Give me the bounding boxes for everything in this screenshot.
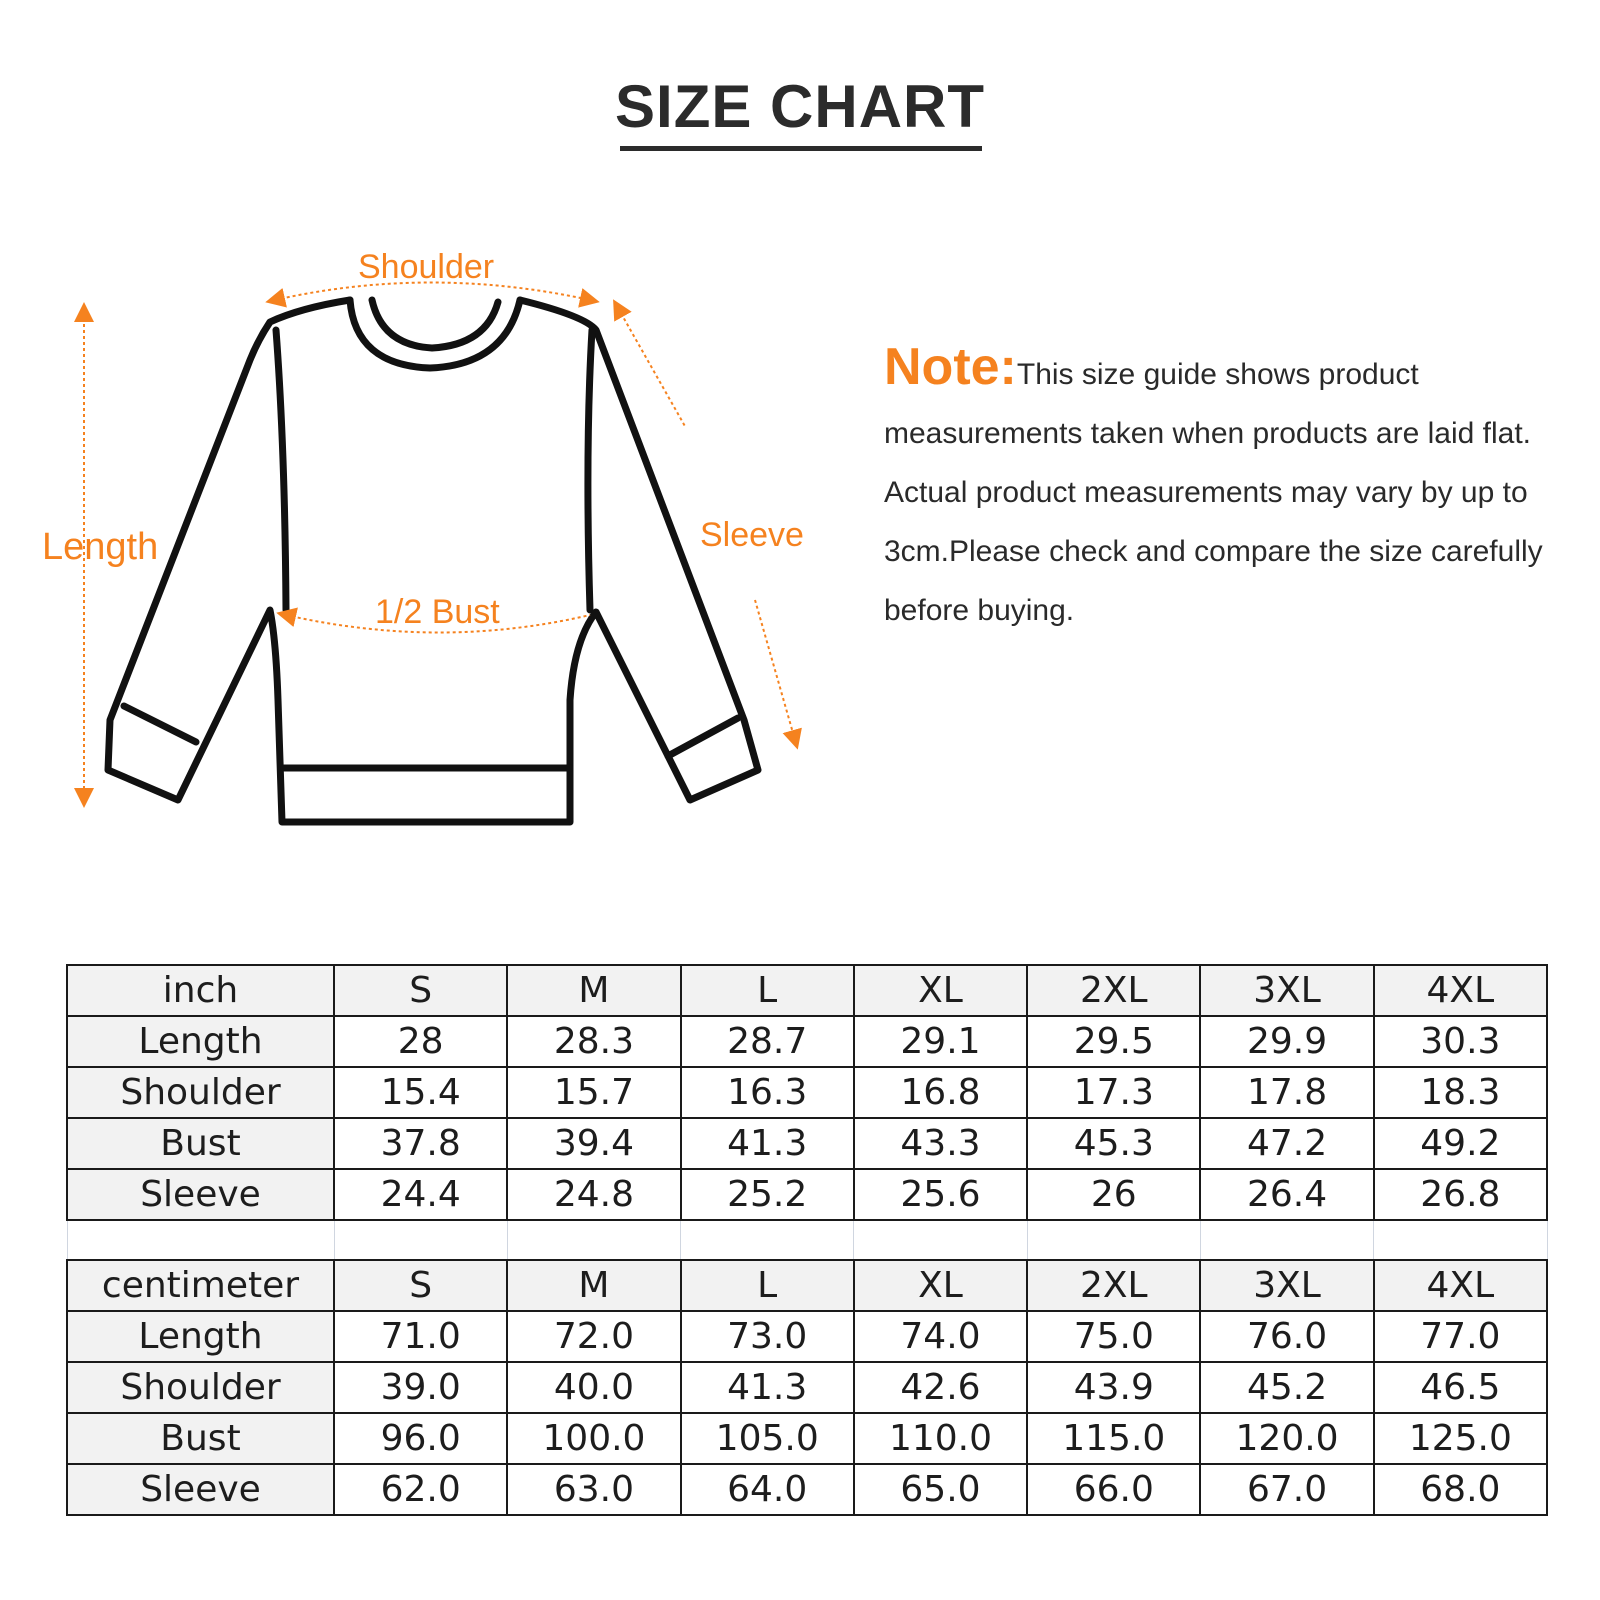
table-cell: 68.0 bbox=[1374, 1464, 1547, 1515]
table-cell: 62.0 bbox=[334, 1464, 507, 1515]
table-row bbox=[67, 1067, 1547, 1118]
size-header: 2XL bbox=[1027, 1260, 1200, 1311]
row-label: Sleeve bbox=[67, 1464, 334, 1515]
table-cell: 71.0 bbox=[334, 1311, 507, 1362]
table-cell: 110.0 bbox=[854, 1413, 1027, 1464]
table-row bbox=[67, 1016, 1547, 1067]
table-cell: 28.7 bbox=[681, 1016, 854, 1067]
row-label: Bust bbox=[67, 1118, 334, 1169]
table-cell: 24.4 bbox=[334, 1169, 507, 1220]
table-cell: 74.0 bbox=[854, 1311, 1027, 1362]
table-cell: 105.0 bbox=[681, 1413, 854, 1464]
size-header: M bbox=[507, 965, 680, 1016]
table-cell: 73.0 bbox=[681, 1311, 854, 1362]
table-cell: 63.0 bbox=[507, 1464, 680, 1515]
table-cell: 25.2 bbox=[681, 1169, 854, 1220]
unit-header: inch bbox=[67, 965, 334, 1016]
table-cell: 65.0 bbox=[854, 1464, 1027, 1515]
table-cell: 18.3 bbox=[1374, 1067, 1547, 1118]
size-header: 2XL bbox=[1027, 965, 1200, 1016]
row-label: Sleeve bbox=[67, 1169, 334, 1220]
sleeve-label: Sleeve bbox=[700, 516, 804, 554]
table-cell: 42.6 bbox=[854, 1362, 1027, 1413]
table-cell: 77.0 bbox=[1374, 1311, 1547, 1362]
sweater-outline-icon bbox=[108, 300, 758, 822]
size-header: S bbox=[334, 965, 507, 1016]
table-cell: 96.0 bbox=[334, 1413, 507, 1464]
unit-header: centimeter bbox=[67, 1260, 334, 1311]
size-header: 4XL bbox=[1374, 1260, 1547, 1311]
table-cell: 40.0 bbox=[507, 1362, 680, 1413]
table-cell: 41.3 bbox=[681, 1362, 854, 1413]
table-cell: 120.0 bbox=[1200, 1413, 1373, 1464]
row-label: Length bbox=[67, 1016, 334, 1067]
table-cell: 24.8 bbox=[507, 1169, 680, 1220]
table-cell: 29.9 bbox=[1200, 1016, 1373, 1067]
bust-label: 1/2 Bust bbox=[375, 593, 500, 631]
size-header: M bbox=[507, 1260, 680, 1311]
table-row bbox=[67, 1118, 1547, 1169]
size-table bbox=[66, 964, 1548, 1516]
table-cell: 15.7 bbox=[507, 1067, 680, 1118]
table-cell: 39.0 bbox=[334, 1362, 507, 1413]
table-cell: 43.9 bbox=[1027, 1362, 1200, 1413]
table-cell: 37.8 bbox=[334, 1118, 507, 1169]
table-cell: 39.4 bbox=[507, 1118, 680, 1169]
table-cell: 28.3 bbox=[507, 1016, 680, 1067]
size-header: XL bbox=[854, 965, 1027, 1016]
table-row bbox=[67, 1413, 1547, 1464]
table-spacer bbox=[67, 1220, 1547, 1260]
table-row bbox=[67, 1464, 1547, 1515]
table-row bbox=[67, 1169, 1547, 1220]
row-label: Shoulder bbox=[67, 1362, 334, 1413]
measurement-arrows bbox=[84, 283, 795, 799]
table-row bbox=[67, 1362, 1547, 1413]
table-cell: 17.8 bbox=[1200, 1067, 1373, 1118]
table-header-row bbox=[67, 1260, 1547, 1311]
table-cell: 29.5 bbox=[1027, 1016, 1200, 1067]
table-cell: 26.4 bbox=[1200, 1169, 1373, 1220]
table-cell: 28 bbox=[334, 1016, 507, 1067]
note-heading: Note: bbox=[884, 338, 1017, 396]
row-label: Bust bbox=[67, 1413, 334, 1464]
shoulder-label: Shoulder bbox=[358, 248, 495, 286]
size-header: XL bbox=[854, 1260, 1027, 1311]
table-cell: 45.3 bbox=[1027, 1118, 1200, 1169]
table-cell: 15.4 bbox=[334, 1067, 507, 1118]
size-tables bbox=[66, 964, 1548, 1516]
table-cell: 25.6 bbox=[854, 1169, 1027, 1220]
size-header: 4XL bbox=[1374, 965, 1547, 1016]
size-header: L bbox=[681, 1260, 854, 1311]
table-cell: 46.5 bbox=[1374, 1362, 1547, 1413]
size-header: S bbox=[334, 1260, 507, 1311]
size-header: 3XL bbox=[1200, 1260, 1373, 1311]
row-label: Shoulder bbox=[67, 1067, 334, 1118]
table-cell: 115.0 bbox=[1027, 1413, 1200, 1464]
table-cell: 43.3 bbox=[854, 1118, 1027, 1169]
note-text: This size guide shows product measurements taken when products are laid flat. Actual product measurements may vary by up to 3cm.Please check and compare the size carefully before buying. bbox=[884, 358, 1543, 627]
sleeve-arrow-bottom bbox=[755, 600, 795, 740]
table-cell: 47.2 bbox=[1200, 1118, 1373, 1169]
table-row bbox=[67, 1311, 1547, 1362]
page-title: SIZE CHART bbox=[615, 73, 985, 140]
table-cell: 26.8 bbox=[1374, 1169, 1547, 1220]
table-cell: 66.0 bbox=[1027, 1464, 1200, 1515]
table-cell: 16.8 bbox=[854, 1067, 1027, 1118]
table-cell: 17.3 bbox=[1027, 1067, 1200, 1118]
table-cell: 100.0 bbox=[507, 1413, 680, 1464]
note-block bbox=[884, 338, 1574, 640]
length-label: Length bbox=[42, 526, 159, 568]
table-cell: 49.2 bbox=[1374, 1118, 1547, 1169]
table-cell: 72.0 bbox=[507, 1311, 680, 1362]
size-header: L bbox=[681, 965, 854, 1016]
table-cell: 29.1 bbox=[854, 1016, 1027, 1067]
table-cell: 67.0 bbox=[1200, 1464, 1373, 1515]
table-cell: 64.0 bbox=[681, 1464, 854, 1515]
table-cell: 30.3 bbox=[1374, 1016, 1547, 1067]
table-cell: 16.3 bbox=[681, 1067, 854, 1118]
row-label: Length bbox=[67, 1311, 334, 1362]
table-cell: 26 bbox=[1027, 1169, 1200, 1220]
table-cell: 75.0 bbox=[1027, 1311, 1200, 1362]
table-cell: 41.3 bbox=[681, 1118, 854, 1169]
table-cell: 76.0 bbox=[1200, 1311, 1373, 1362]
table-header-row bbox=[67, 965, 1547, 1016]
table-cell: 125.0 bbox=[1374, 1413, 1547, 1464]
size-header: 3XL bbox=[1200, 965, 1373, 1016]
table-cell: 45.2 bbox=[1200, 1362, 1373, 1413]
